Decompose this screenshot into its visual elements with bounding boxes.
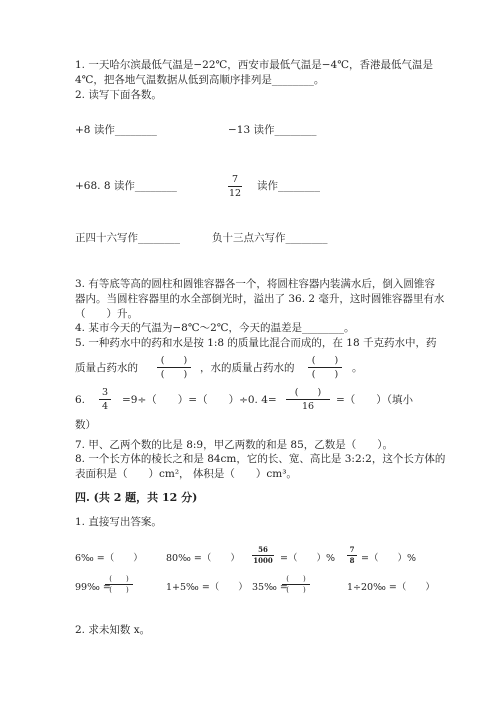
q5-fraction-2 xyxy=(308,355,342,380)
answer-item-r2c3-fraction xyxy=(282,575,310,594)
fraction-bar xyxy=(99,399,111,400)
answer-item-r2c4: 1÷20‰ =（ ） xyxy=(347,582,435,593)
q3-line1: 3. 有等底等高的圆柱和圆锥容器各一个，将圆柱容器内装满水后，倒入圆锥容 xyxy=(75,278,435,290)
fraction-denominator: 8 xyxy=(349,556,355,565)
section-title: 四. (共 2 题，共 12 分) xyxy=(75,491,198,504)
fraction-bar xyxy=(286,399,330,400)
section4-q1-title: 1. 直接写出答案。 xyxy=(75,516,162,528)
fraction-denominator: ( ) xyxy=(160,369,188,380)
q5-text-b: ，水的质量占药水的 xyxy=(200,362,295,374)
q2-item-4: 读作________ xyxy=(257,180,320,192)
fraction-bar xyxy=(105,584,133,585)
answer-item-r2c1: 99‰ = xyxy=(75,582,111,593)
fraction-numerator: 7 xyxy=(349,545,355,554)
q1-line1: 1. 一天哈尔滨最低气温是−22℃，西安市最低气温是−4℃，香港最低气温是 xyxy=(75,59,433,71)
answer-item-r1c4: =（ ）% xyxy=(361,553,416,564)
q2-item-5: 正四十六写作________ xyxy=(75,232,180,244)
q6-line2: 数） xyxy=(75,419,96,431)
fraction-bar xyxy=(157,367,191,368)
fraction-denominator: ( ) xyxy=(311,369,339,380)
q8-line1: 8. 一个长方体的棱长之和是 84cm，它的长、宽、高比是 3:2:2，这个长方体的 xyxy=(75,453,446,465)
q3-line3: （ ）升。 xyxy=(75,308,138,320)
q4-text: 4. 某市今天的气温为−8℃～2℃，今天的温差是________。 xyxy=(75,322,355,334)
answer-item-r1c3: =（ ）% xyxy=(280,553,335,564)
q6-fraction-1 xyxy=(99,387,111,412)
fraction-denominator: 16 xyxy=(301,401,315,412)
fraction-numerator: 3 xyxy=(101,387,109,398)
fraction-numerator: ( ) xyxy=(286,575,306,583)
q3-line2: 器内。当圆柱容器里的水全部倒光时，溢出了 36. 2 毫升，这时圆锥容器里有水 xyxy=(75,293,445,305)
q5-text-c: 。 xyxy=(352,362,363,374)
q2-fraction-denominator: 12 xyxy=(228,188,242,199)
answer-item-r2c2: 1+5‰ =（ ） xyxy=(166,582,248,593)
answer-item-r2c3: 35‰ = xyxy=(252,582,288,593)
fraction-numerator: ( ) xyxy=(160,355,188,366)
q8-line2: 表面积是（ ）cm²， 体积是（ ）cm³。 xyxy=(75,468,297,480)
fraction-denominator: 1000 xyxy=(253,556,273,565)
q2-item-6: 负十三点六写作________ xyxy=(212,232,328,244)
fraction-denominator: 4 xyxy=(101,401,109,412)
fraction-bar xyxy=(282,584,310,585)
answer-item-r1c1: 6‰ =（ ） xyxy=(75,553,143,564)
q2-item-3: +68. 8 读作________ xyxy=(75,180,177,192)
answer-item-r2c1-fraction xyxy=(105,575,133,594)
fraction-numerator: ( ) xyxy=(109,575,129,583)
q1-line2: 4℃，把各地气温数据从低到高顺序排列是________。 xyxy=(75,74,325,86)
q2-item-1: +8 读作________ xyxy=(75,124,157,136)
q2-item-2: −13 读作________ xyxy=(228,124,317,136)
fraction-bar xyxy=(308,367,342,368)
section4-q2-title: 2. 求未知数 x。 xyxy=(75,624,151,636)
q7-text: 7. 甲、乙两个数的比是 8:9，甲乙两数的和是 85，乙数是（ ）。 xyxy=(75,439,394,451)
answer-item-r1c2: 80‰ =（ ） xyxy=(166,553,240,564)
fraction-denominator: ( ) xyxy=(286,586,306,594)
fraction-numerator: 56 xyxy=(258,545,268,554)
q6-label: 6. xyxy=(75,394,86,406)
fraction-numerator: ( ) xyxy=(311,355,339,366)
q5-line1: 5. 一种药水中的药和水是按 1:8 的质量比混合而成的，在 18 千克药水中，药 xyxy=(75,337,437,349)
fraction-denominator: ( ) xyxy=(109,586,129,594)
q2-fraction-numerator: 7 xyxy=(231,174,239,185)
q6-segment-1: =9÷（ ）=（ ）÷0. 4= xyxy=(122,394,277,406)
fraction-numerator: ( ) xyxy=(294,387,322,398)
q6-fraction-2 xyxy=(286,387,330,412)
q5-text-a: 质量占药水的 xyxy=(75,362,138,374)
answer-item-r1c3-fraction xyxy=(252,546,274,565)
q6-segment-2: =（ ）（填小 xyxy=(336,394,414,406)
q2-title: 2. 读写下面各数。 xyxy=(75,89,162,101)
q5-fraction-1 xyxy=(157,355,191,380)
q2-fraction xyxy=(228,174,242,199)
fraction-bar xyxy=(228,186,242,187)
answer-item-r1c4-fraction xyxy=(347,546,357,565)
